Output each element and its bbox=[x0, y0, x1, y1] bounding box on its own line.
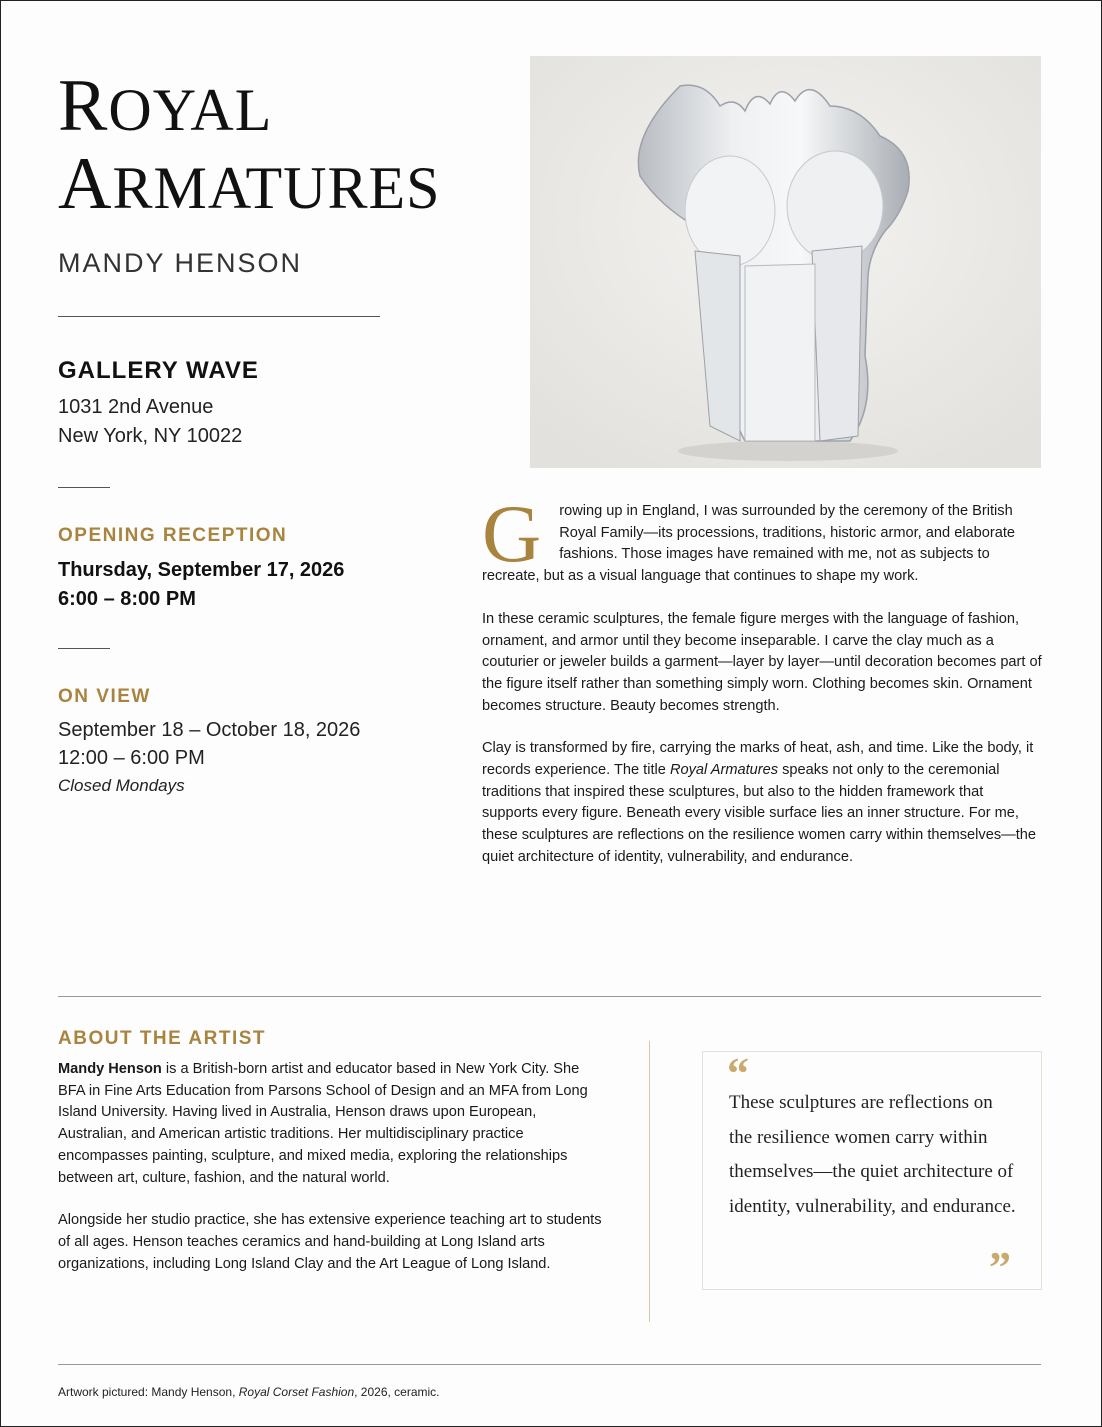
close-quote-icon: ” bbox=[989, 1243, 1011, 1292]
artist-statement bbox=[482, 488, 1042, 890]
divider bbox=[58, 648, 110, 649]
divider bbox=[58, 487, 110, 488]
drop-cap: G bbox=[482, 488, 542, 579]
section-divider bbox=[58, 996, 1041, 997]
venue-name: GALLERY WAVE bbox=[58, 357, 259, 384]
divider bbox=[58, 316, 380, 317]
open-quote-icon: “ bbox=[727, 1049, 749, 1098]
statement-paragraph: Clay is transformed by fire, carrying the marks of heat, ash, and time. Like the body, it records experience. The title Royal Armatures speaks not only to the ceremonial traditions that inspired these sculptures, but also to the hidden framework that supports every figure. Beneath every visible surface lies an inner structure. For me, these sculptures are reflections on the resilience women carry within themselves—the quiet architecture of identity, vulnerability, and endurance. bbox=[482, 740, 1037, 865]
vertical-divider bbox=[649, 1041, 650, 1322]
artist-name: MANDY HENSON bbox=[58, 248, 303, 278]
statement-paragraph: In these ceramic sculptures, the female figure merges with the language of fashion, ornament, and armor until they become inseparable. I carve the clay much as a couturier or jeweler builds a garment—layer by layer—until decoration becomes part of the figure itself rather than something simply worn. Clothing becomes skin. Ornament becomes structure. Beauty becomes strength. bbox=[482, 610, 1042, 714]
pull-quote bbox=[702, 1051, 1042, 1290]
reception-heading: OPENING RECEPTION bbox=[58, 525, 288, 546]
sculpture-photo bbox=[530, 56, 1041, 468]
reception-details: Thursday, September 17, 2026 6:00 – 8:00 PM bbox=[58, 559, 345, 610]
sculpture-image bbox=[530, 56, 1041, 468]
on-view-details: September 18 – October 18, 2026 12:00 – 6:00 PM Closed Mondays bbox=[58, 719, 361, 795]
artwork-caption: Artwork pictured: Mandy Henson, Royal Corset Fashion, 2026, ceramic. bbox=[58, 1385, 440, 1399]
statement-paragraph: G rowing up in England, I was surrounded by the ceremony of the British Royal Family—its processions, traditions, historic armor, and elaborate fashions. Those images have remained with me, not as subjects to recreate, but as a visual language that continues to shape my work. bbox=[482, 488, 1016, 585]
pull-quote-text: These sculptures are reflections on the resilience women carry within themselves—the quiet architecture of identity, vulnerability, and endurance. bbox=[729, 1092, 1016, 1217]
about-artist-text bbox=[58, 1059, 603, 1296]
venue-address: 1031 2nd Avenue New York, NY 10022 bbox=[58, 396, 243, 447]
exhibition-title: ROYAL ARMATURES bbox=[58, 65, 441, 225]
footer-divider bbox=[58, 1364, 1041, 1365]
about-heading: ABOUT THE ARTIST bbox=[58, 1028, 267, 1049]
about-paragraph: Mandy Henson is a British-born artist and educator based in New York City. She BFA in Fine Arts Education from Parsons School of Design and an MFA from Long Island University. Having lived in Australia, Henson draws upon European, Australian, and American artistic traditions. Her multidisciplinary practice encompasses painting, sculpture, and mixed media, exploring the relationships between art, culture, fashion, and the natural world. bbox=[58, 1061, 588, 1186]
on-view-heading: ON VIEW bbox=[58, 686, 151, 707]
about-paragraph: Alongside her studio practice, she has extensive experience teaching art to students of all ages. Henson teaches ceramics and hand-building at Long Island arts organizations, including Long Island Clay and the Art League of Long Island. bbox=[58, 1212, 602, 1272]
